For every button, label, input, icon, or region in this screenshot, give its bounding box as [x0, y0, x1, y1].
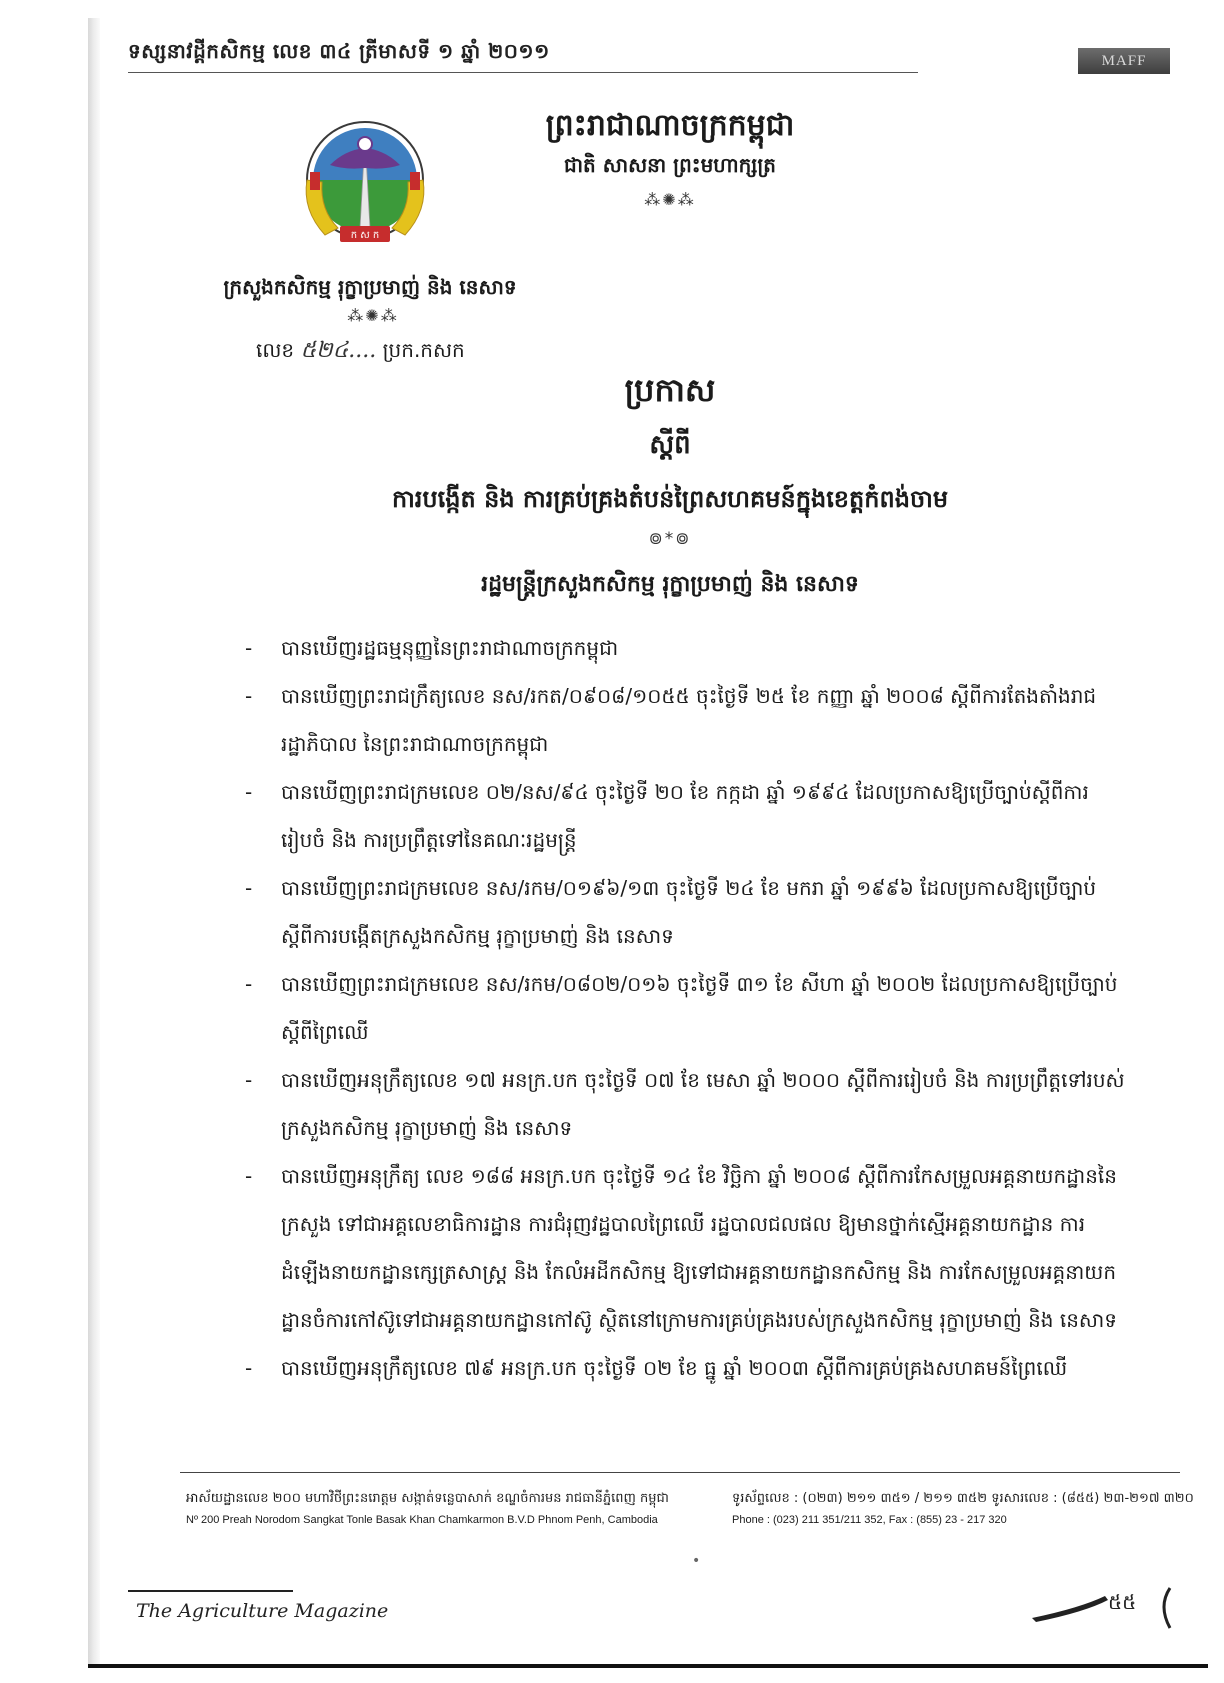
legal-references-list — [245, 624, 1125, 1392]
ministry-name: ក្រសួងកសិកម្ម រុក្ខាប្រមាញ់ និង នេសាទ — [223, 275, 517, 299]
footer-rule — [180, 1472, 1180, 1473]
page-number-swoosh-icon — [1030, 1578, 1180, 1638]
list-item — [245, 960, 1125, 1056]
document-subject: ការបង្កើត និង ការគ្រប់គ្រងតំបន់ព្រៃសហគមន៍ក្នុងខេត្តកំពង់ចាម — [391, 485, 949, 513]
list-item-text: បានឃើញព្រះរាជក្រមលេខ នស/រកម/០១៩៦/១៣ ចុះថ្ងៃទី ២៤ ខែ មករា ឆ្នាំ ១៩៩៦ ដែលប្រកាសឱ្យប្រើច្បាប់ស្ដីពីការបង្កើតក្រសួងកសិកម្ម រុក្ខាប្រមាញ់ និង នេសាទ — [281, 876, 1097, 948]
list-item — [245, 1056, 1125, 1152]
maff-badge: MAFF — [1078, 48, 1170, 74]
bullet-dash: - — [245, 1068, 253, 1092]
kingdom-heading: ព្រះរាជាណាចក្រកម្ពុជា — [545, 108, 795, 143]
reference-number — [256, 336, 465, 368]
list-item-text: បានឃើញព្រះរាជក្រមលេខ ០២/នស/៩៤ ចុះថ្ងៃទី ២០ ខែ កក្កដា ឆ្នាំ ១៩៩៤ ដែលប្រកាសឱ្យប្រើច្បាប់ស្ដីពីការរៀបចំ និង ការប្រព្រឹត្តទៅនៃគណៈរដ្ឋមន្ត្រី — [281, 780, 1089, 852]
phone-english: Phone : (023) 211 351/211 352, Fax : (855) 23 - 217 320 — [732, 1514, 1007, 1526]
list-item-text: បានឃើញអនុក្រឹត្យលេខ ៧៩ អនក្រ.បក ចុះថ្ងៃទី ០២ ខែ ធ្នូ ឆ្នាំ ២០០៣ ស្ដីពីការគ្រប់គ្រងសហគមន៍ព្រៃឈើ — [281, 1356, 1068, 1380]
list-item — [245, 768, 1125, 864]
ornament-divider: ⁂✺⁂ — [644, 190, 696, 209]
bullet-dash: - — [245, 1164, 253, 1188]
reference-suffix: ប្រក.កសក — [382, 338, 465, 362]
page-number: ៥៥ — [1108, 1590, 1137, 1614]
subject-ornament: ៙*៙ — [648, 529, 692, 549]
document-type-title: ប្រកាស — [624, 371, 716, 409]
page-dot: • — [692, 1553, 701, 1569]
bullet-dash: - — [245, 780, 253, 804]
list-item — [245, 1152, 1125, 1344]
phone-khmer: ទូរស័ព្ទលេខ : (០២៣) ២១១ ៣៥១ / ២១១ ៣៥២ ទូរសារលេខ : (៨៥៥) ២៣-២១៧ ៣២០ — [732, 1491, 1194, 1506]
bullet-dash: - — [245, 684, 253, 708]
address-khmer: អាស័យដ្ឋានលេខ ២០០ មហាវិថីព្រះនរោត្តម សង្កាត់ទន្លេបាសាក់ ខណ្ឌចំការមន រាជធានីភ្នំពេញ កម្ពុជា — [186, 1491, 669, 1506]
list-item — [245, 672, 1125, 768]
address-english: Nº 200 Preah Norodom Sangkat Tonle Basak Khan Chamkarmon B.V.D Phnom Penh, Cambodia — [186, 1514, 658, 1526]
list-item-text: បានឃើញព្រះរាជក្រមលេខ នស/រកម/០៨០២/០១៦ ចុះថ្ងៃទី ៣១ ខែ សីហា ឆ្នាំ ២០០២ ដែលប្រកាសឱ្យប្រើច្បាប់ស្ដីពីព្រៃឈើ — [281, 972, 1118, 1044]
bullet-dash: - — [245, 1356, 253, 1380]
list-item — [245, 1344, 1125, 1392]
list-item-text: បានឃើញព្រះរាជក្រឹត្យលេខ នស/រកត/០៩០៨/១០៥៥ ចុះថ្ងៃទី ២៥ ខែ កញ្ញា ឆ្នាំ ២០០៨ ស្ដីពីការតែងតាំងរាជរដ្ឋាភិបាល នៃព្រះរាជាណាចក្រកម្ពុជា — [281, 684, 1097, 756]
list-item-text: បានឃើញអនុក្រឹត្យលេខ ១៧ អនក្រ.បក ចុះថ្ងៃទី ០៧ ខែ មេសា ឆ្នាំ ២០០០ ស្ដីពីការរៀបចំ និង ការប្រព្រឹត្តទៅរបស់ក្រសួងកសិកម្ម រុក្ខាប្រមាញ់ និង នេសាទ — [281, 1068, 1125, 1140]
magazine-title: The Agriculture Magazine — [136, 1600, 389, 1622]
ministry-emblem-icon — [290, 110, 440, 260]
bullet-dash: - — [245, 972, 253, 996]
bullet-dash: - — [245, 636, 253, 660]
list-item — [245, 864, 1125, 960]
svg-text:ក ស ក: ក ស ក — [350, 230, 380, 241]
document-about: ស្ដីពី — [649, 430, 691, 460]
list-item — [245, 624, 1125, 672]
bottom-edge-bar — [88, 1664, 1208, 1668]
list-item-text: បានឃើញរដ្ឋធម្មនុញ្ញនៃព្រះរាជាណាចក្រកម្ពុជា — [281, 636, 619, 660]
header-rule — [128, 72, 918, 73]
magazine-rule — [128, 1590, 293, 1592]
list-item-text: បានឃើញអនុក្រឹត្យ លេខ ១៨៨ អនក្រ.បក ចុះថ្ងៃទី ១៤ ខែ វិច្ឆិកា ឆ្នាំ ២០០៨ ស្ដីពីការកែសម្រួលអគ្គនាយកដ្ឋាននៃក្រសួង ទៅជាអគ្គលេខាធិការដ្ឋាន ការជំរុញវដ្ឋបាលព្រៃឈើ រដ្ឋបាលជលផល ឱ្យមានថ្នាក់ស្មើអគ្គនាយកដ្ឋាន ការដំឡើងនាយកដ្ឋានក្សេត្រសាស្ត្រ និង កែលំអដីកសិកម្ម ឱ្យទៅជាអគ្គនាយកដ្ឋានកសិកម្ម និង ការកែសម្រួលអគ្គនាយកដ្ឋានចំការកៅស៊ូទៅជាអគ្គនាយកដ្ឋានកៅស៊ូ ស្ថិតនៅក្រោមការគ្រប់គ្រងរបស់ក្រសួងកសិកម្ម រុក្ខាប្រមាញ់ និង នេសាទ — [281, 1164, 1117, 1332]
national-motto: ជាតិ សាសនា ព្រះមហាក្សត្រ — [564, 153, 776, 177]
ministry-ornament: ⁂✺⁂ — [347, 306, 399, 325]
reference-prefix: លេខ — [256, 338, 295, 362]
running-header: ទស្សនាវដ្ដីកសិកម្ម លេខ ៣៤ ត្រីមាសទី ១ ឆ្នាំ ២០១១ — [128, 39, 550, 63]
bullet-dash: - — [245, 876, 253, 900]
reference-handwritten-number: ៥២៤.... — [300, 338, 377, 363]
issuing-minister: រដ្ឋមន្ត្រីក្រសួងកសិកម្ម រុក្ខាប្រមាញ់ និង នេសាទ — [481, 572, 859, 597]
